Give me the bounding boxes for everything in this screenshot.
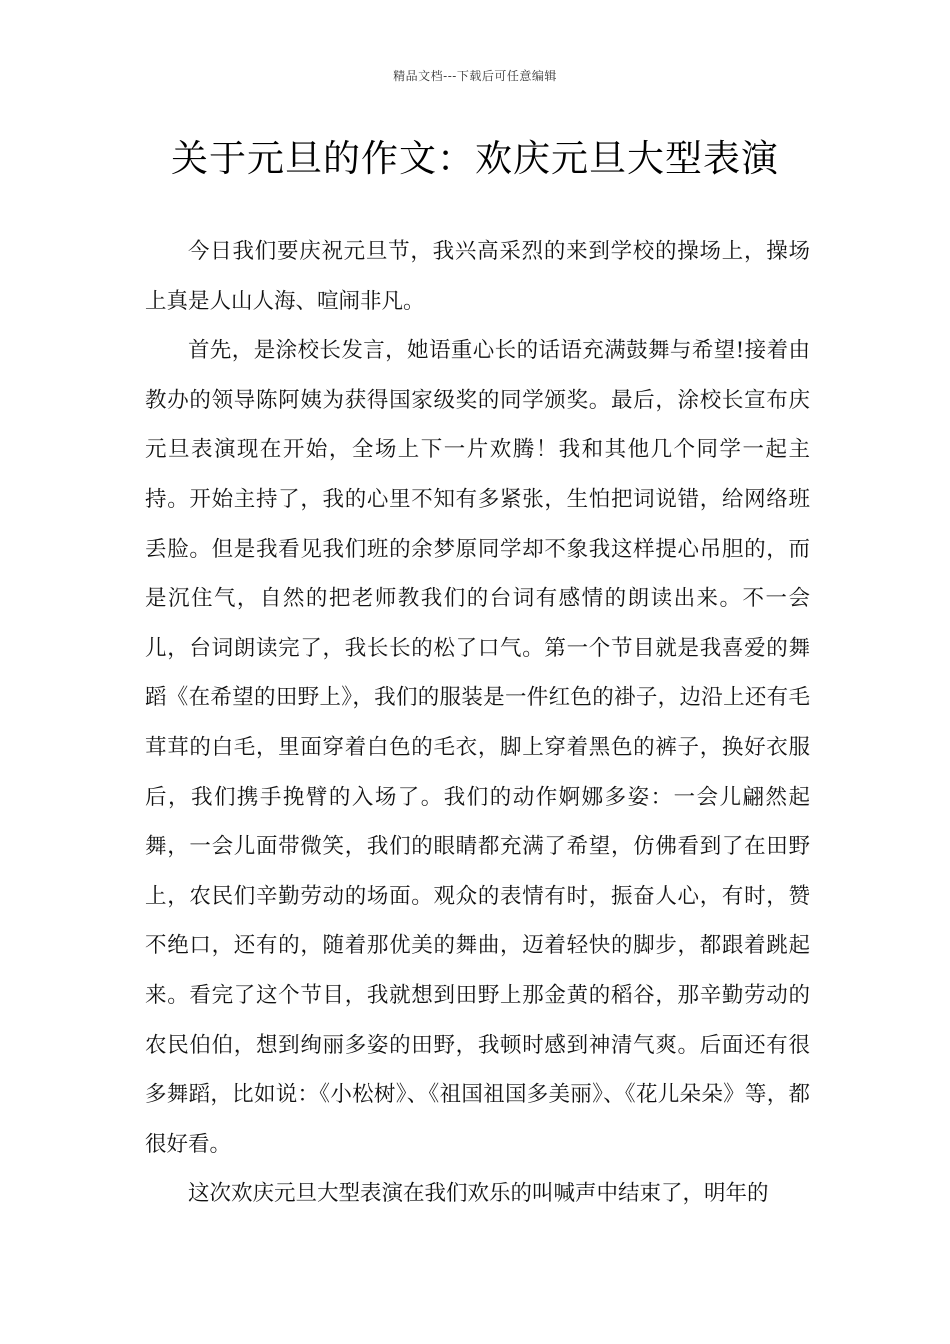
document-title: 关于元旦的作文：欢庆元旦大型表演 — [171, 137, 779, 180]
document-body — [145, 227, 810, 1219]
paragraph: 这次欢庆元旦大型表演在我们欢乐的叫喊声中结束了，明年的 — [188, 1181, 769, 1207]
header-note: 精品文档---下载后可任意编辑 — [393, 69, 557, 83]
paragraph: 首先，是涂校长发言，她语重心长的话语充满鼓舞与希望!接着由教办的领导陈阿姨为获得国家级奖的同学颁奖。最后，涂校长宣布庆元旦表演现在开始，全场上下一片欢腾！我和其他几个同学一起主持。开始主持了，我的心里不知有多紧张，生怕把词说错，给网络班丢脸。但是我看见我们班的余梦原同学却不象我这样提心吊胆的，而是沉住气，自然的把老师教我们的台词有感情的朗读出来。不一会儿，台词朗读完了，我长长的松了口气。第一个节目就是我喜爱的舞蹈《在希望的田野上》，我们的服装是一件红色的褂子，边沿上还有毛茸茸的白毛，里面穿着白色的毛衣，脚上穿着黑色的裤子，换好衣服后，我们携手挽臂的入场了。我们的动作婀娜多姿：一会儿翩然起舞，一会儿面带微笑，我们的眼睛都充满了希望，仿佛看到了在田野上，农民们辛勤劳动的场面。观众的表情有时，振奋人心，有时，赞不绝口，还有的，随着那优美的舞曲，迈着轻快的脚步，都跟着跳起来。看完了这个节目，我就想到田野上那金黄的稻谷，那辛勤劳动的农民伯伯，想到绚丽多姿的田野，我顿时感到神清气爽。后面还有很多舞蹈，比如说：《小松树》、《祖国祖国多美丽》、《花儿朵朵》等，都很好看。 — [145, 338, 810, 1157]
paragraph: 今日我们要庆祝元旦节，我兴高采烈的来到学校的操场上，操场上真是人山人海、喧闹非凡。 — [145, 239, 810, 314]
